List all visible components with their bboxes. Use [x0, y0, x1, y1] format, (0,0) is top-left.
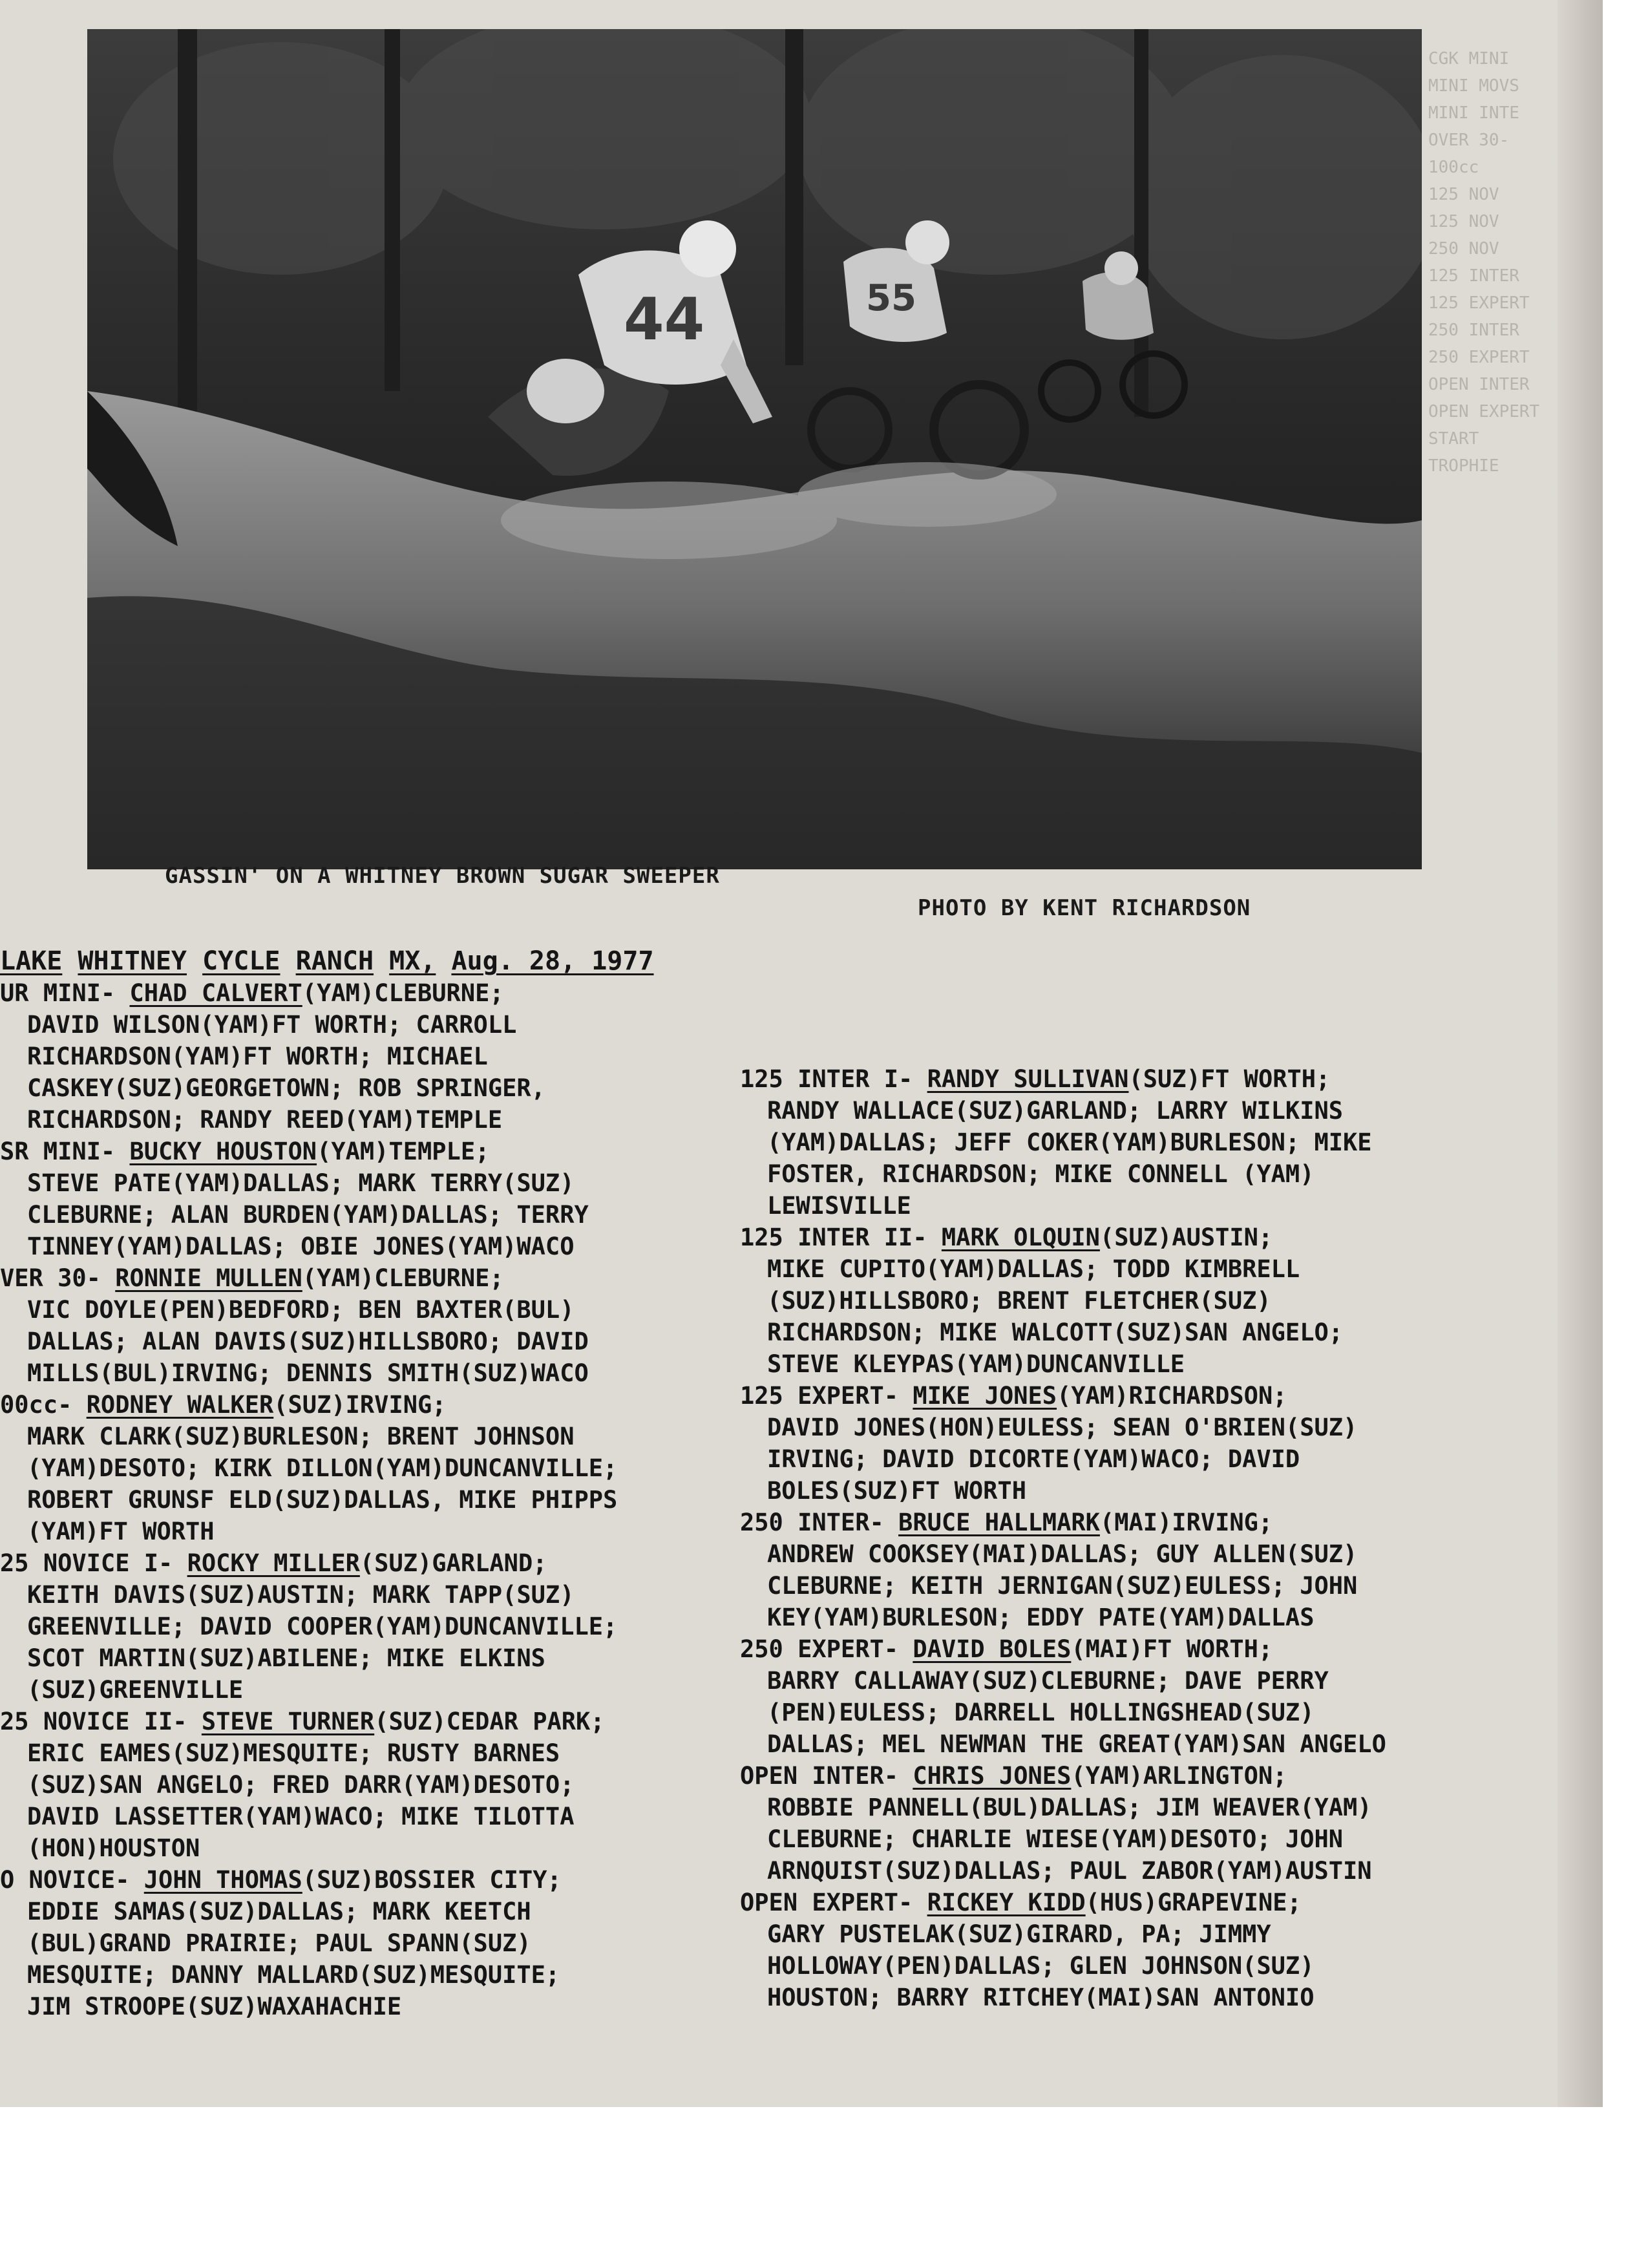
- bleed-line: CGK MINI: [1428, 49, 1510, 69]
- finisher-line: DAVID WILSON(YAM)FT WORTH; CARROLL: [27, 1011, 517, 1039]
- class-name: UR MINI-: [0, 979, 130, 1007]
- finisher-line: MARK CLARK(SUZ)BURLESON; BRENT JOHNSON: [27, 1423, 575, 1450]
- finisher-line: KEY(YAM)BURLESON; EDDY PATE(YAM)DALLAS: [767, 1604, 1315, 1631]
- class-result-header: [740, 1063, 1516, 1095]
- finisher-line: RANDY WALLACE(SUZ)GARLAND; LARRY WILKINS: [767, 1097, 1344, 1125]
- bleed-line: OPEN INTER: [1428, 375, 1530, 394]
- winner-details: (SUZ)CEDAR PARK;: [374, 1708, 605, 1735]
- finisher-line: HOLLOWAY(PEN)DALLAS; GLEN JOHNSON(SUZ): [767, 1952, 1315, 1980]
- class-winner: DAVID BOLES: [913, 1635, 1072, 1663]
- class-result-header: [740, 1507, 1516, 1538]
- finisher-line: (PEN)EULESS; DARRELL HOLLINGSHEAD(SUZ): [767, 1699, 1315, 1726]
- class-winner: STEVE TURNER: [201, 1708, 375, 1735]
- class-winner: CHRIS JONES: [913, 1762, 1072, 1790]
- class-result-header: [740, 1760, 1516, 1792]
- finisher-line: STEVE PATE(YAM)DALLAS; MARK TERRY(SUZ): [27, 1169, 575, 1197]
- rider-number-55: 55: [866, 277, 916, 319]
- class-winner: JOHN THOMAS: [143, 1866, 302, 1894]
- bleed-line: 100cc: [1428, 158, 1479, 177]
- bleed-line: MINI MOVS: [1428, 76, 1519, 96]
- photo-credit: PHOTO BY KENT RICHARDSON: [918, 895, 1251, 921]
- winner-details: (MAI)FT WORTH;: [1071, 1635, 1273, 1663]
- finisher-line: IRVING; DAVID DICORTE(YAM)WACO; DAVID: [767, 1445, 1300, 1473]
- finisher-line: RICHARDSON(YAM)FT WORTH; MICHAEL: [27, 1043, 488, 1070]
- winner-details: (SUZ)BOSSIER CITY;: [302, 1866, 562, 1894]
- finisher-line: DALLAS; MEL NEWMAN THE GREAT(YAM)SAN ANGELO: [767, 1730, 1386, 1758]
- left-class-results: [0, 977, 737, 2022]
- bleed-line: TROPHIE: [1428, 456, 1499, 476]
- finisher-line: CLEBURNE; ALAN BURDEN(YAM)DALLAS; TERRY: [27, 1201, 589, 1229]
- right-class-results: [740, 1063, 1516, 2013]
- finisher-line: ERIC EAMES(SUZ)MESQUITE; RUSTY BARNES: [27, 1739, 560, 1767]
- finisher-line: (YAM)DESOTO; KIRK DILLON(YAM)DUNCANVILLE;: [27, 1454, 618, 1482]
- class-result-header: [0, 1389, 737, 1421]
- finisher-line: MESQUITE; DANNY MALLARD(SUZ)MESQUITE;: [27, 1961, 560, 1989]
- finisher-line: (SUZ)GREENVILLE: [27, 1676, 244, 1704]
- class-result-header: [740, 1887, 1516, 1918]
- class-winner: BRUCE HALLMARK: [898, 1509, 1100, 1536]
- class-result-header: [0, 1706, 737, 1737]
- event-title-word: MX,: [389, 946, 436, 976]
- bleed-line: 250 NOV: [1428, 239, 1499, 259]
- rider-number-44: 44: [624, 286, 705, 354]
- class-name: 250 INTER-: [740, 1509, 899, 1536]
- winner-details: (MAI)IRVING;: [1099, 1509, 1273, 1536]
- finisher-line: CLEBURNE; CHARLIE WIESE(YAM)DESOTO; JOHN: [767, 1825, 1344, 1853]
- class-winner: ROCKY MILLER: [187, 1549, 360, 1577]
- finisher-line: (BUL)GRAND PRAIRIE; PAUL SPANN(SUZ): [27, 1929, 531, 1957]
- finisher-line: EDDIE SAMAS(SUZ)DALLAS; MARK KEETCH: [27, 1898, 531, 1925]
- finisher-line: RICHARDSON; MIKE WALCOTT(SUZ)SAN ANGELO;: [767, 1319, 1344, 1346]
- class-name: O NOVICE-: [0, 1866, 144, 1894]
- finisher-line: KEITH DAVIS(SUZ)AUSTIN; MARK TAPP(SUZ): [27, 1581, 575, 1609]
- event-title-date: Aug. 28, 1977: [451, 946, 654, 976]
- bleed-line: 125 INTER: [1428, 266, 1519, 286]
- finisher-line: JIM STROOPE(SUZ)WAXAHACHIE: [27, 1993, 402, 2020]
- finisher-line: (SUZ)SAN ANGELO; FRED DARR(YAM)DESOTO;: [27, 1771, 575, 1799]
- finisher-line: RICHARDSON; RANDY REED(YAM)TEMPLE: [27, 1106, 503, 1134]
- class-winner: RODNEY WALKER: [86, 1391, 274, 1419]
- finisher-line: HOUSTON; BARRY RITCHEY(MAI)SAN ANTONIO: [767, 1984, 1315, 2011]
- event-title-word: CYCLE: [202, 946, 280, 976]
- bleed-line: OVER 30-: [1428, 131, 1510, 150]
- photo-caption: GASSIN' ON A WHITNEY BROWN SUGAR SWEEPER: [165, 863, 720, 889]
- class-winner: BUCKY HOUSTON: [129, 1138, 317, 1165]
- winner-details: (YAM)TEMPLE;: [317, 1138, 490, 1165]
- finisher-line: BOLES(SUZ)FT WORTH: [767, 1477, 1026, 1505]
- finisher-line: (YAM)DALLAS; JEFF COKER(YAM)BURLESON; MIKE: [767, 1129, 1372, 1156]
- class-name: 00cc-: [0, 1391, 87, 1419]
- class-result-header: [0, 1136, 737, 1167]
- finisher-line: DALLAS; ALAN DAVIS(SUZ)HILLSBORO; DAVID: [27, 1328, 589, 1355]
- class-name: 25 NOVICE I-: [0, 1549, 187, 1577]
- class-result-header: [0, 1262, 737, 1294]
- class-result-header: [740, 1380, 1516, 1412]
- finisher-line: STEVE KLEYPAS(YAM)DUNCANVILLE: [767, 1350, 1185, 1378]
- finisher-line: ARNQUIST(SUZ)DALLAS; PAUL ZABOR(YAM)AUSTIN: [767, 1857, 1372, 1885]
- event-title-word: WHITNEY: [78, 946, 187, 976]
- finisher-line: SCOT MARTIN(SUZ)ABILENE; MIKE ELKINS: [27, 1644, 545, 1672]
- motocross-photo-illustration: [87, 29, 1422, 869]
- class-name: VER 30-: [0, 1264, 116, 1292]
- class-name: OPEN INTER-: [740, 1762, 913, 1790]
- finisher-line: CASKEY(SUZ)GEORGETOWN; ROB SPRINGER,: [27, 1074, 545, 1102]
- finisher-line: (SUZ)HILLSBORO; BRENT FLETCHER(SUZ): [767, 1287, 1271, 1315]
- class-winner: CHAD CALVERT: [129, 979, 302, 1007]
- bleed-line: OPEN EXPERT: [1428, 402, 1540, 421]
- class-result-header: [0, 977, 737, 1009]
- class-name: 125 EXPERT-: [740, 1382, 913, 1410]
- winner-details: (SUZ)AUSTIN;: [1099, 1224, 1273, 1251]
- results-left-column: [0, 946, 737, 2022]
- winner-details: (YAM)RICHARDSON;: [1057, 1382, 1287, 1410]
- winner-details: (SUZ)IRVING;: [273, 1391, 447, 1419]
- event-title: [0, 946, 737, 977]
- class-name: SR MINI-: [0, 1138, 130, 1165]
- winner-details: (YAM)CLEBURNE;: [302, 1264, 504, 1292]
- class-name: 250 EXPERT-: [740, 1635, 913, 1663]
- winner-details: (SUZ)GARLAND;: [359, 1549, 547, 1577]
- class-result-header: [0, 1547, 737, 1579]
- finisher-line: DAVID LASSETTER(YAM)WACO; MIKE TILOTTA: [27, 1803, 575, 1830]
- finisher-line: (HON)HOUSTON: [27, 1834, 200, 1862]
- class-winner: MARK OLQUIN: [941, 1224, 1100, 1251]
- class-result-header: [740, 1222, 1516, 1253]
- bleed-line: 250 EXPERT: [1428, 348, 1530, 367]
- class-winner: RICKEY KIDD: [927, 1889, 1086, 1916]
- finisher-line: VIC DOYLE(PEN)BEDFORD; BEN BAXTER(BUL): [27, 1296, 575, 1324]
- results-right-column: [740, 1063, 1516, 2013]
- finisher-line: FOSTER, RICHARDSON; MIKE CONNELL (YAM): [767, 1160, 1315, 1188]
- finisher-line: DAVID JONES(HON)EULESS; SEAN O'BRIEN(SUZ): [767, 1414, 1358, 1441]
- class-result-header: [740, 1633, 1516, 1665]
- finisher-line: BARRY CALLAWAY(SUZ)CLEBURNE; DAVE PERRY: [767, 1667, 1329, 1695]
- event-title-word: RANCH: [295, 946, 374, 976]
- class-name: 125 INTER I-: [740, 1065, 927, 1093]
- bleed-line: MINI INTE: [1428, 103, 1519, 123]
- finisher-line: ROBERT GRUNSF ELD(SUZ)DALLAS, MIKE PHIPPS: [27, 1486, 618, 1514]
- finisher-line: ROBBIE PANNELL(BUL)DALLAS; JIM WEAVER(YAM): [767, 1794, 1372, 1821]
- class-name: 125 INTER II-: [740, 1224, 942, 1251]
- class-winner: RONNIE MULLEN: [115, 1264, 302, 1292]
- finisher-line: LEWISVILLE: [767, 1192, 911, 1220]
- finisher-line: MIKE CUPITO(YAM)DALLAS; TODD KIMBRELL: [767, 1255, 1300, 1283]
- class-name: 25 NOVICE II-: [0, 1708, 202, 1735]
- finisher-line: ANDREW COOKSEY(MAI)DALLAS; GUY ALLEN(SUZ): [767, 1540, 1358, 1568]
- finisher-line: CLEBURNE; KEITH JERNIGAN(SUZ)EULESS; JOHN: [767, 1572, 1358, 1600]
- finisher-line: (YAM)FT WORTH: [27, 1518, 215, 1545]
- winner-details: (SUZ)FT WORTH;: [1128, 1065, 1331, 1093]
- finisher-line: GARY PUSTELAK(SUZ)GIRARD, PA; JIMMY: [767, 1920, 1271, 1948]
- bleed-line: 125 NOV: [1428, 185, 1499, 204]
- finisher-line: MILLS(BUL)IRVING; DENNIS SMITH(SUZ)WACO: [27, 1359, 589, 1387]
- event-title-word: LAKE: [0, 946, 63, 976]
- bleed-line: 125 NOV: [1428, 212, 1499, 231]
- finisher-line: GREENVILLE; DAVID COOPER(YAM)DUNCANVILLE;: [27, 1613, 618, 1640]
- bleed-line: 125 EXPERT: [1428, 293, 1530, 313]
- class-result-header: [0, 1864, 737, 1896]
- class-winner: MIKE JONES: [913, 1382, 1057, 1410]
- race-photo: [87, 29, 1422, 869]
- bleed-line: START: [1428, 429, 1479, 449]
- class-name: OPEN EXPERT-: [740, 1889, 927, 1916]
- winner-details: (YAM)ARLINGTON;: [1071, 1762, 1287, 1790]
- winner-details: (YAM)CLEBURNE;: [302, 979, 504, 1007]
- bleed-line: 250 INTER: [1428, 321, 1519, 340]
- winner-details: (HUS)GRAPEVINE;: [1085, 1889, 1302, 1916]
- class-winner: RANDY SULLIVAN: [927, 1065, 1129, 1093]
- finisher-line: TINNEY(YAM)DALLAS; OBIE JONES(YAM)WACO: [27, 1233, 575, 1260]
